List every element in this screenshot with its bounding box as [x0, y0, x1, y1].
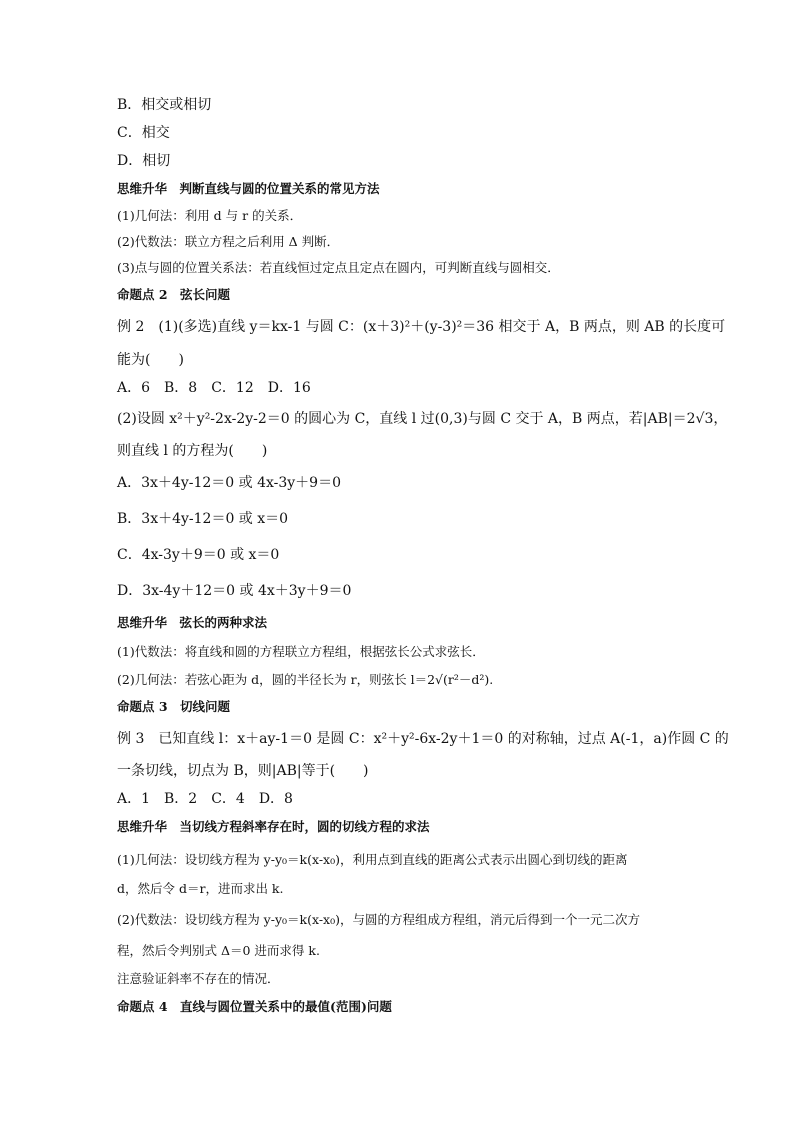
summary-item: (2)代数法：设切线方程为 y-y₀＝k(x-x₀)，与圆的方程组成方程组，消元后得到一个一元二次方 [117, 912, 640, 927]
answer-options: A．6 B．8 C．12 D．16 [117, 380, 311, 396]
answer-option: B．3x＋4y-12＝0 或 x＝0 [117, 511, 289, 527]
summary-item: d，然后令 d＝r，进而求出 k. [117, 881, 284, 896]
section-heading: 命题点 4 直线与圆位置关系中的最值(范围)问题 [117, 999, 392, 1014]
summary-item: (1)代数法：将直线和圆的方程联立方程组，根据弦长公式求弦长． [117, 644, 485, 659]
section-heading: 命题点 3 切线问题 [117, 699, 231, 714]
answer-options: A．1 B．2 C．4 D．8 [117, 791, 293, 807]
summary-item: (2)几何法：若弦心距为 d，圆的半径长为 r，则弦长 l＝2√(r²－d²). [117, 672, 494, 687]
example-question: 则直线 l 的方程为( ) [117, 443, 268, 459]
summary-heading: 思维升华 判断直线与圆的位置关系的常见方法 [117, 181, 380, 196]
example-question: 能为( ) [117, 352, 184, 368]
example-question: (2)设圆 x²＋y²-2x-2y-2＝0 的圆心为 C，直线 l 过(0,3)与圆 C 交于 A，B 两点，若|AB|＝2√3， [117, 411, 728, 427]
answer-option: D．3x-4y＋12＝0 或 4x＋3y＋9＝0 [117, 583, 352, 599]
summary-item: (1)几何法：利用 d 与 r 的关系． [117, 208, 303, 223]
summary-item: (2)代数法：联立方程之后利用 Δ 判断． [117, 234, 340, 249]
summary-heading: 思维升华 当切线方程斜率存在时，圆的切线方程的求法 [117, 819, 430, 834]
option-b: B．相交或相切 [117, 97, 212, 113]
summary-heading: 思维升华 弦长的两种求法 [117, 615, 268, 630]
summary-note: 注意验证斜率不存在的情况． [117, 971, 280, 986]
example-question: 一条切线，切点为 B，则|AB|等于( ) [117, 763, 369, 779]
answer-option: A．3x＋4y-12＝0 或 4x-3y＋9＝0 [117, 475, 341, 491]
answer-option: C．4x-3y＋9＝0 或 x＝0 [117, 547, 280, 563]
example-question: 例 3 已知直线 l：x＋ay-1＝0 是圆 C：x²＋y²-6x-2y＋1＝0 的对称轴，过点 A(-1，a)作圆 C 的 [117, 731, 729, 747]
option-d: D．相切 [117, 153, 171, 169]
option-c: C．相交 [117, 125, 170, 141]
example-question: 例 2 (1)(多选)直线 y＝kx-1 与圆 C：(x＋3)²＋(y-3)²＝36 相交于 A，B 两点，则 AB 的长度可 [117, 319, 726, 335]
summary-item: (3)点与圆的位置关系法：若直线恒过定点且定点在圆内，可判断直线与圆相交． [117, 260, 560, 275]
section-heading: 命题点 2 弦长问题 [117, 287, 231, 302]
summary-item: (1)几何法：设切线方程为 y-y₀＝k(x-x₀)，利用点到直线的距离公式表示出圆心到切线的距离 [117, 852, 628, 867]
summary-item: 程，然后令判别式 Δ＝0 进而求得 k. [117, 943, 320, 958]
